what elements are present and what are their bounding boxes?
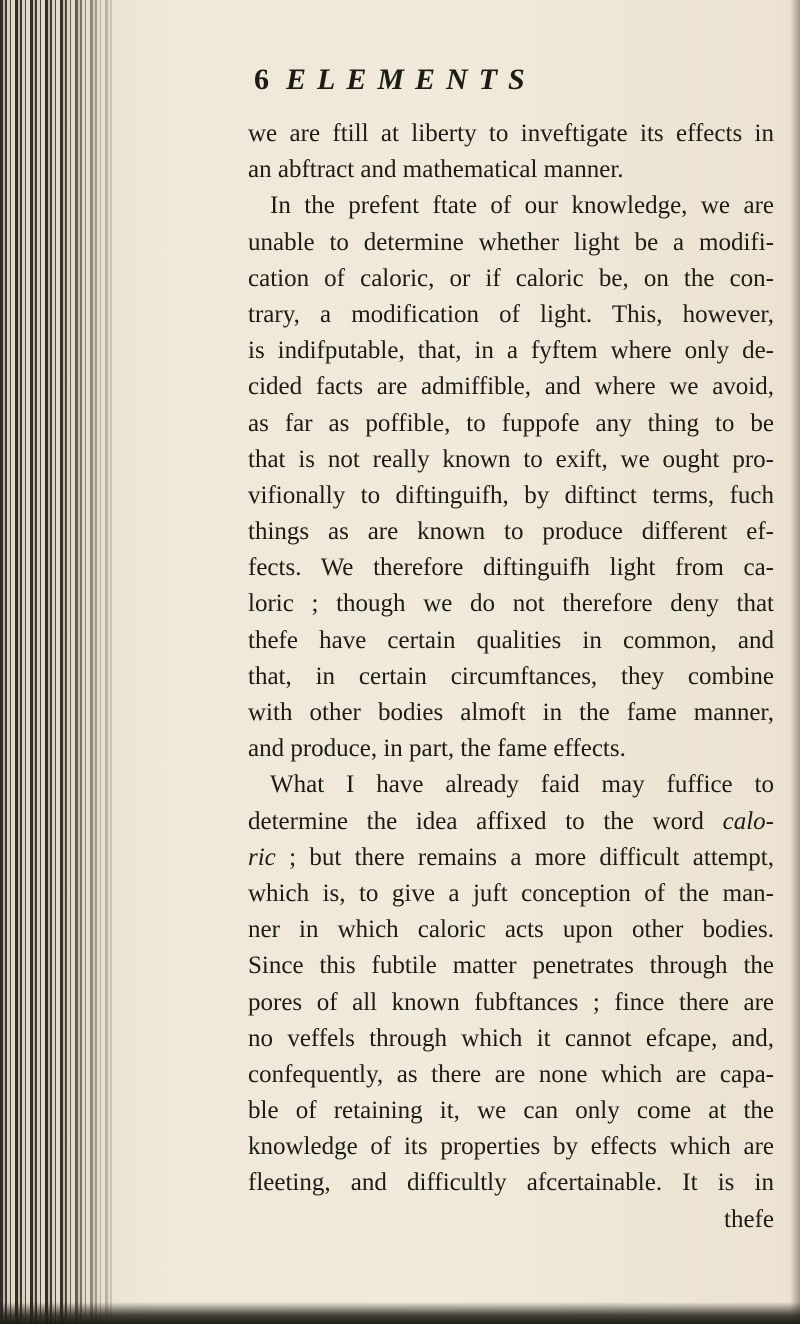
text-line: is indifputable, that, in a fyftem where only de-	[248, 337, 774, 365]
running-title: ELEMENTS	[286, 63, 536, 96]
gutter-shadow	[60, 0, 150, 1324]
catchword: thefe	[724, 1205, 774, 1233]
text-line: with other bodies almoft in the fame manner,	[248, 699, 774, 726]
text-line: thefe have certain qualities in common, and	[248, 626, 774, 654]
page-bottom-edge	[0, 1302, 800, 1324]
text-line: fleeting, and difficultly afcertainable. It is in	[248, 1169, 774, 1197]
text-line: pores of all known fubftances ; fince there are	[248, 988, 774, 1016]
italic-term: ric	[248, 843, 276, 871]
page-number: 6	[254, 63, 269, 96]
text-line: trary, a modification of light. This, however,	[248, 300, 774, 328]
text-line: an abftract and mathematical manner.	[248, 156, 624, 184]
text-line: that is not really known to exift, we ought pro-	[248, 445, 774, 473]
text-line: and produce, in part, the fame effects.	[248, 735, 626, 763]
text-line: cided facts are admiffible, and where we avoid,	[248, 373, 774, 401]
italic-term: calo-	[722, 807, 774, 835]
text-line: that, in certain circumftances, they combine	[248, 662, 774, 690]
text-fragment: determine the idea affixed to the word	[248, 807, 704, 835]
text-line	[248, 840, 774, 876]
text-line: In the prefent ftate of our knowledge, we are	[270, 192, 774, 220]
text-line: ble of retaining it, we can only come at the	[248, 1097, 774, 1125]
text-line: vifionally to diftinguifh, by diftinct terms, fuch	[248, 481, 774, 509]
text-line: ner in which caloric acts upon other bodies.	[248, 916, 774, 944]
text-fragment: ; but there remains a more difficult attempt,	[289, 843, 775, 871]
text-line: we are ftill at liberty to inveftigate its effects in	[248, 120, 774, 147]
text-line: unable to determine whether light be a modifi-	[248, 228, 774, 256]
text-line: which is, to give a juft conception of the man-	[248, 879, 774, 907]
text-line: cation of caloric, or if caloric be, on the con-	[248, 264, 774, 292]
body-text	[248, 116, 774, 1238]
text-line	[248, 804, 774, 840]
page-header	[254, 60, 674, 106]
text-line: What I have already faid may fuffice to	[270, 771, 774, 799]
text-line: Since this fubtile matter penetrates through the	[248, 952, 774, 980]
text-line: as far as poffible, to fuppofe any thing to be	[248, 409, 774, 437]
text-line: no veffels through which it cannot efcape, and,	[248, 1024, 774, 1052]
text-line: knowledge of its properties by effects which are	[248, 1133, 774, 1161]
page-right-edge	[790, 0, 800, 1324]
text-line: fects. We therefore diftinguifh light from ca-	[248, 554, 774, 582]
text-line: things as are known to produce different ef-	[248, 518, 774, 546]
text-line: loric ; though we do not therefore deny that	[248, 590, 774, 618]
text-line: confequently, as there are none which are capa-	[248, 1060, 774, 1088]
